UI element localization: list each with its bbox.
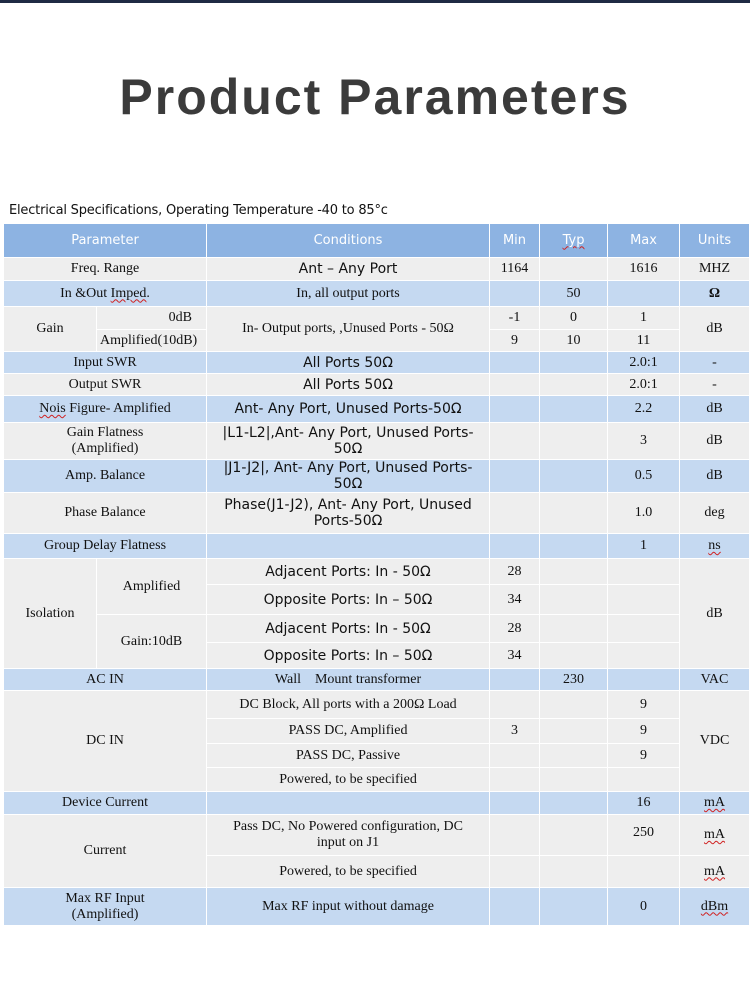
dc-in-row2-min: 3 [490, 719, 540, 744]
noise-unit: dB [680, 396, 750, 423]
max-rf-typ [540, 888, 608, 926]
max-rf-param-line1: Max RF Input [65, 890, 145, 906]
isolation-gain10-adjacent-cond: Adjacent Ports: In - 50Ω [207, 615, 490, 643]
gain-unit: dB [680, 307, 750, 352]
isolation-gain10-opposite-typ [540, 643, 608, 669]
device-current-cond [207, 792, 490, 815]
table-row [4, 423, 750, 460]
dc-in-row2-typ [540, 719, 608, 744]
freq-typ [540, 258, 608, 281]
dc-in-row4-max [608, 768, 680, 792]
device-current-min [490, 792, 540, 815]
isolation-amp-opposite-max [608, 585, 680, 615]
group-delay-unit [680, 534, 750, 559]
gain-0db-typ: 0 [540, 307, 608, 330]
table-row [4, 691, 750, 719]
freq-param: Freq. Range [4, 258, 207, 281]
output-swr-param: Output SWR [4, 374, 207, 396]
table-row [4, 888, 750, 926]
max-rf-unit-label: dBm [700, 898, 729, 914]
dc-in-row1-max: 9 [608, 691, 680, 719]
imped-param-a: In &Out [60, 285, 111, 301]
group-delay-cond [207, 534, 490, 559]
header-units: Units [680, 224, 750, 258]
max-rf-cond: Max RF input without damage [207, 888, 490, 926]
isolation-param: Isolation [4, 559, 97, 669]
output-swr-cond: All Ports 50Ω [207, 374, 490, 396]
current-row2-max [608, 856, 680, 888]
gain-amplified-typ: 10 [540, 330, 608, 352]
amp-balance-cond: |J1-J2|, Ant- Any Port, Unused Ports-50Ω [207, 460, 490, 493]
flatness-min [490, 423, 540, 460]
input-swr-cond: All Ports 50Ω [207, 352, 490, 374]
current-row1-cond [207, 815, 490, 856]
table-row [4, 493, 750, 534]
dc-in-row4-min [490, 768, 540, 792]
output-swr-typ [540, 374, 608, 396]
current-row2-unit-label: mA [704, 863, 726, 879]
group-delay-max: 1 [608, 534, 680, 559]
dc-in-row2-max: 9 [608, 719, 680, 744]
imped-min [490, 281, 540, 307]
imped-param-b: Imped [110, 285, 147, 301]
current-row1-max: 250 [608, 815, 680, 856]
current-row1-unit-label: mA [704, 827, 726, 842]
gain-0db-label: 0dB [97, 307, 207, 330]
dc-in-row3-cond: PASS DC, Passive [207, 744, 490, 768]
flatness-unit: dB [680, 423, 750, 460]
isolation-amp-adjacent-typ [540, 559, 608, 585]
isolation-amp-adjacent-max [608, 559, 680, 585]
table-row [4, 307, 750, 330]
dc-in-row3-max: 9 [608, 744, 680, 768]
header-typ-label: Typ [562, 232, 585, 248]
gain-param: Gain [4, 307, 97, 352]
gain-0db-max: 1 [608, 307, 680, 330]
imped-cond: In, all output ports [207, 281, 490, 307]
device-current-max: 16 [608, 792, 680, 815]
isolation-gain10-adjacent-max [608, 615, 680, 643]
current-row1-cond-line2: input on J1 [316, 835, 380, 850]
table-row [4, 792, 750, 815]
noise-min [490, 396, 540, 423]
current-row2-unit [680, 856, 750, 888]
phase-balance-param: Phase Balance [4, 493, 207, 534]
table-caption: Electrical Specifications, Operating Temperature -40 to 85°c [9, 203, 388, 218]
noise-param-b: Figure- Amplified [65, 401, 171, 416]
group-delay-min [490, 534, 540, 559]
phase-balance-cond-line1: Phase(J1-J2), Ant- Any Port, Unused [224, 497, 472, 513]
ac-in-max [608, 669, 680, 691]
max-rf-param [4, 888, 207, 926]
group-delay-typ [540, 534, 608, 559]
dc-in-row2-cond: PASS DC, Amplified [207, 719, 490, 744]
flatness-cond: |L1-L2|,Ant- Any Port, Unused Ports-50Ω [207, 423, 490, 460]
phase-balance-cond-line2: Ports-50Ω [313, 513, 383, 529]
dc-in-row1-typ [540, 691, 608, 719]
table-row [4, 258, 750, 281]
isolation-gain10-opposite-min: 34 [490, 643, 540, 669]
group-delay-param: Group Delay Flatness [4, 534, 207, 559]
dc-in-row3-typ [540, 744, 608, 768]
max-rf-unit [680, 888, 750, 926]
table-row [4, 460, 750, 493]
isolation-amp-opposite-cond: Opposite Ports: In – 50Ω [207, 585, 490, 615]
isolation-gain10-opposite-max [608, 643, 680, 669]
dc-in-row4-typ [540, 768, 608, 792]
isolation-unit: dB [680, 559, 750, 669]
page-title: Product Parameters [119, 69, 631, 125]
flatness-typ [540, 423, 608, 460]
dc-in-row4-cond: Powered, to be specified [207, 768, 490, 792]
ac-in-typ: 230 [540, 669, 608, 691]
output-swr-max: 2.0:1 [608, 374, 680, 396]
current-row2-cond: Powered, to be specified [207, 856, 490, 888]
noise-param-a: Nois [39, 401, 66, 416]
phase-balance-max: 1.0 [608, 493, 680, 534]
imped-unit: Ω [680, 281, 750, 307]
current-row1-unit [680, 815, 750, 856]
imped-param [4, 281, 207, 307]
max-rf-param-line2: (Amplified) [71, 906, 139, 922]
freq-unit: MHZ [680, 258, 750, 281]
gain-0db-min: -1 [490, 307, 540, 330]
table-row [4, 815, 750, 856]
noise-typ [540, 396, 608, 423]
amp-balance-max: 0.5 [608, 460, 680, 493]
gain-amplified-label: Amplified(10dB) [97, 330, 207, 352]
header-row [4, 224, 750, 258]
header-conditions: Conditions [207, 224, 490, 258]
table-row [4, 669, 750, 691]
freq-max: 1616 [608, 258, 680, 281]
input-swr-unit: - [680, 352, 750, 374]
flatness-max: 3 [608, 423, 680, 460]
gain-amplified-min: 9 [490, 330, 540, 352]
header-parameter: Parameter [4, 224, 207, 258]
table-row [4, 615, 750, 643]
input-swr-min [490, 352, 540, 374]
current-row1-typ [540, 815, 608, 856]
ac-in-param: AC IN [4, 669, 207, 691]
phase-balance-min [490, 493, 540, 534]
device-current-unit-label: mA [704, 795, 726, 810]
dc-in-unit: VDC [680, 691, 750, 792]
isolation-amplified-label: Amplified [97, 559, 207, 615]
isolation-gain10-opposite-cond: Opposite Ports: In – 50Ω [207, 643, 490, 669]
amp-balance-unit: dB [680, 460, 750, 493]
dc-in-row1-cond: DC Block, All ports with a 200Ω Load [207, 691, 490, 719]
current-row1-min [490, 815, 540, 856]
max-rf-min [490, 888, 540, 926]
imped-max [608, 281, 680, 307]
imped-param-c: . [146, 285, 150, 301]
header-max: Max [608, 224, 680, 258]
ac-in-unit: VAC [680, 669, 750, 691]
flatness-param-line1: Gain Flatness [66, 425, 144, 440]
table-row [4, 534, 750, 559]
device-current-param: Device Current [4, 792, 207, 815]
amp-balance-param: Amp. Balance [4, 460, 207, 493]
isolation-amp-adjacent-cond: Adjacent Ports: In - 50Ω [207, 559, 490, 585]
header-typ [540, 224, 608, 258]
ac-in-cond: Wall Mount transformer [207, 669, 490, 691]
phase-balance-unit: deg [680, 493, 750, 534]
noise-cond: Ant- Any Port, Unused Ports-50Ω [207, 396, 490, 423]
table-row [4, 352, 750, 374]
isolation-gain10-label: Gain:10dB [97, 615, 207, 669]
electrical-specifications-table [3, 223, 750, 926]
device-current-unit [680, 792, 750, 815]
amp-balance-min [490, 460, 540, 493]
gain-amplified-max: 11 [608, 330, 680, 352]
flatness-param [4, 423, 207, 460]
input-swr-max: 2.0:1 [608, 352, 680, 374]
noise-max: 2.2 [608, 396, 680, 423]
max-rf-max: 0 [608, 888, 680, 926]
output-swr-unit: - [680, 374, 750, 396]
flatness-param-line2: (Amplified) [71, 441, 139, 456]
output-swr-min [490, 374, 540, 396]
isolation-gain10-adjacent-min: 28 [490, 615, 540, 643]
table-row [4, 396, 750, 423]
noise-param [4, 396, 207, 423]
table-row [4, 374, 750, 396]
gain-cond: In- Output ports, ,Unused Ports - 50Ω [207, 307, 490, 352]
group-delay-unit-label: ns [708, 538, 721, 553]
current-row2-typ [540, 856, 608, 888]
isolation-gain10-adjacent-typ [540, 615, 608, 643]
current-row1-cond-line1: Pass DC, No Powered configuration, DC [233, 819, 463, 834]
freq-min: 1164 [490, 258, 540, 281]
input-swr-param: Input SWR [4, 352, 207, 374]
phase-balance-typ [540, 493, 608, 534]
dc-in-row1-min [490, 691, 540, 719]
isolation-amp-adjacent-min: 28 [490, 559, 540, 585]
top-border-bar [0, 0, 750, 3]
current-param: Current [4, 815, 207, 888]
header-min: Min [490, 224, 540, 258]
amp-balance-typ [540, 460, 608, 493]
imped-typ: 50 [540, 281, 608, 307]
ac-in-min [490, 669, 540, 691]
table-row [4, 559, 750, 585]
freq-cond: Ant – Any Port [207, 258, 490, 281]
isolation-amp-opposite-min: 34 [490, 585, 540, 615]
current-row2-min [490, 856, 540, 888]
dc-in-row3-min [490, 744, 540, 768]
input-swr-typ [540, 352, 608, 374]
phase-balance-cond [207, 493, 490, 534]
dc-in-param: DC IN [4, 691, 207, 792]
table-row [4, 281, 750, 307]
isolation-amp-opposite-typ [540, 585, 608, 615]
device-current-typ [540, 792, 608, 815]
